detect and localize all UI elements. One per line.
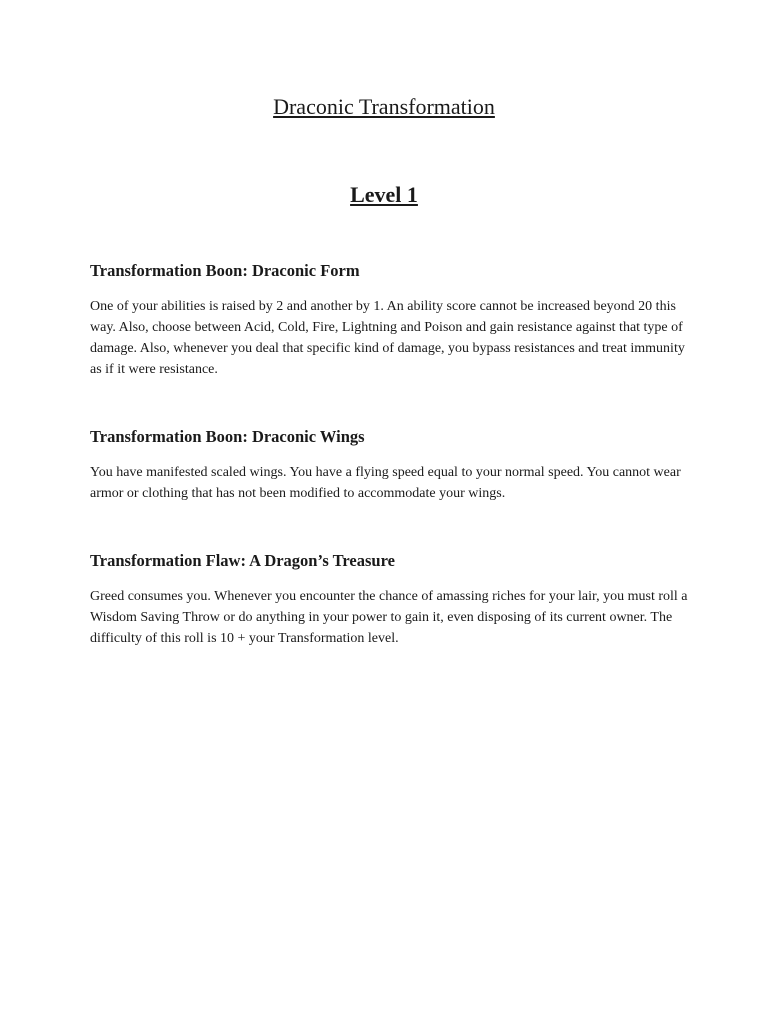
level-heading: Level 1 <box>350 182 418 207</box>
section-draconic-wings <box>90 426 690 504</box>
section-heading: Transformation Flaw: A Dragon’s Treasure <box>90 551 395 570</box>
section-body: Greed consumes you. Whenever you encounter the chance of amassing riches for your lair, you must roll a Wisdom Saving Throw or do anything in your power to gain it, even disposing of its current owner. The difficulty of this roll is 10 + your Transformation level. <box>90 589 688 646</box>
section-dragons-treasure <box>90 550 690 649</box>
document-title: Draconic Transformation <box>273 94 495 119</box>
section-draconic-form <box>90 260 690 380</box>
section-body: You have manifested scaled wings. You have a flying speed equal to your normal speed. You cannot wear armor or clothing that has not been modified to accommodate your wings. <box>90 465 681 501</box>
section-body: One of your abilities is raised by 2 and another by 1. An ability score cannot be increased beyond 20 this way. Also, choose between Acid, Cold, Fire, Lightning and Poison and gain resistance against that type of damage. Also, whenever you deal that specific kind of damage, you bypass resistances and treat immunity as if it were resistance. <box>90 299 685 377</box>
section-heading: Transformation Boon: Draconic Form <box>90 261 360 280</box>
section-heading: Transformation Boon: Draconic Wings <box>90 427 365 446</box>
